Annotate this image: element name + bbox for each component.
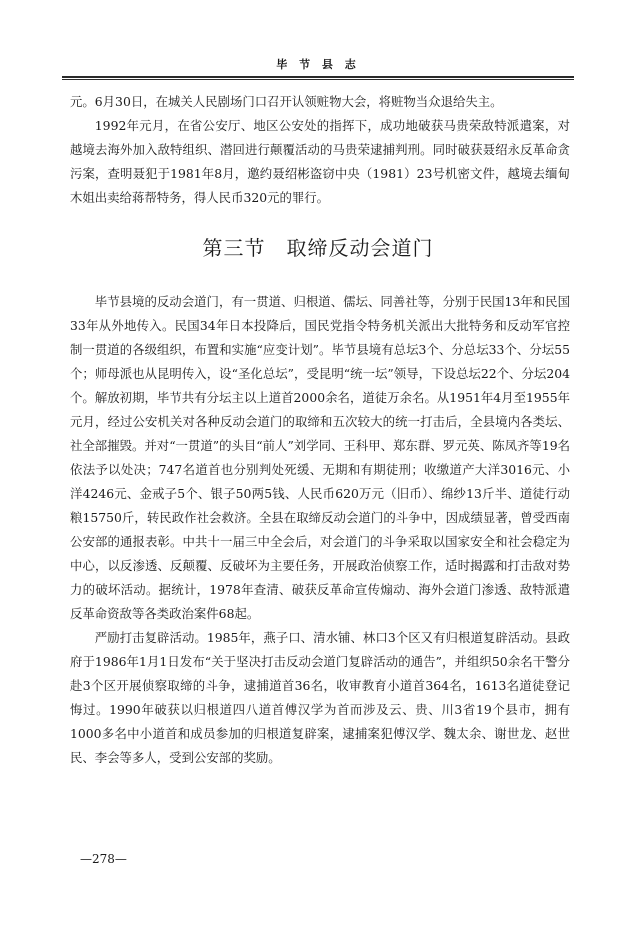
section-title: 第三节 取缔反动会道门 <box>202 236 434 260</box>
section-body <box>70 290 570 770</box>
paragraph-1992: 1992年元月，在省公安厅、地区公安处的指挥下，成功地破获马贵荣敌特派遣案，对越境去海外加入敌特组织、潜回进行颠覆活动的马贵荣逮捕判刑。同时破获聂绍永反革命贪污案，查明聂犯于1981年8月，邀约聂绍彬盗窃中央（1981）23号机密文件，越境去缅甸木姐出卖给蒋帮特务，得人民币320元的罪行。 <box>70 118 570 205</box>
paragraph-restoration: 严励打击复辟活动。1985年，燕子口、清水铺、林口3个区又有归根道复辟活动。县政府于1986年1月1日发布“关于坚决打击反动会道门复辟活动的通告”，并组织50余名干警分赴3个区开展侦察取缔的斗争，逮捕道首36名，收审教育小道首364名，1613名道徒登记悔过。1990年破获以归根道四八道首傅汉学为首而涉及云、贵、川3省19个县市，拥有1000多名中小道首和成员参加的归根道复辟案，逮捕案犯傅汉学、魏太余、谢世龙、赵世民、李会等多人，受到公安部的奖励。 <box>70 630 570 765</box>
continuation-paragraph: 元。6月30日，在城关人民剧场门口召开认领赃物大会，将赃物当众退给失主。 <box>70 94 503 109</box>
header-rule <box>62 76 574 78</box>
running-header: 毕 节 县 志 <box>276 58 360 71</box>
paragraph-overview: 毕节县境的反动会道门，有一贯道、归根道、儒坛、同善社等，分别于民国13年和民国33年从外地传入。民国34年日本投降后，国民党指令特务机关派出大批特务和反动军官控制一贯道的各级组织，布置和实施“应变计划”。毕节县境有总坛3个、分总坛33个、分坛55个；师母派也从昆明传入，设“圣化总坛”，受昆明“统一坛”领导，下设总坛22个、分坛204个。解放初期，毕节共有分坛主以上道首2000余名，道徒万余名。从1951年4月至1955年元月，经过公安机关对各种反动会道门的取缔和五次较大的统一打击后，全县境内各类坛、社全部摧毁。并对“一贯道”的头目“前人”刘学同、王科甲、郑东群、罗元英、陈凤齐等19名依法予以处决；747名道首也分别判处死缓、无期和有期徒刑；收缴道产大洋3016元、小洋4246元、金戒子5个、银子50两5钱、人民币620万元（旧币）、绵纱13斤半、道徒行动粮15750斤，转民政作社会救济。全县在取缔反动会道门的斗争中，因成绩显著，曾受西南公安部的通报表彰。中共十一届三中全会后，对会道门的斗争采取以国家安全和社会稳定为中心，以反渗透、反颠覆、反破坏为主要任务，开展政治侦察工作，适时揭露和打击敌对势力的破坏活动。据统计，1978年查清、破获反革命宣传煽动、海外会道门渗透、敌特派遣反革命资敌等各类政治案件68起。 <box>70 294 570 621</box>
header-rule-thin <box>62 79 574 80</box>
page-number: —278— <box>80 852 127 866</box>
top-text-block <box>70 90 570 210</box>
